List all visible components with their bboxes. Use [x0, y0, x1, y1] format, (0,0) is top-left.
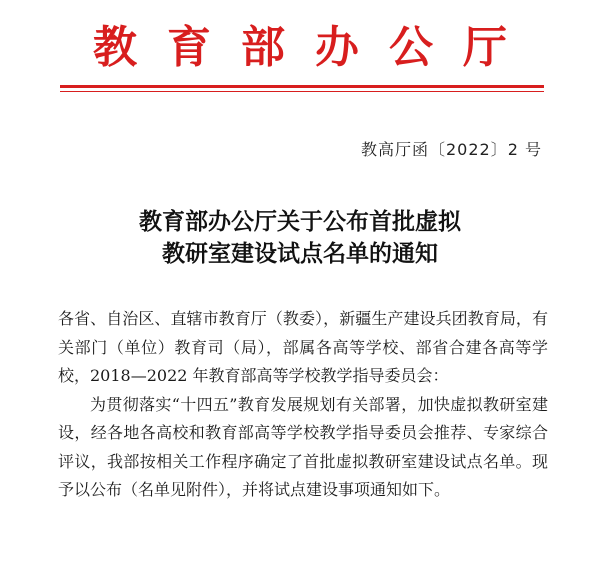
document-title-line-2: 教研室建设试点名单的通知 — [162, 240, 438, 267]
masthead-rule-thin — [60, 91, 544, 92]
document-body — [58, 305, 548, 505]
document-title-line-1: 教育部办公厅关于公布首批虚拟 — [139, 208, 461, 235]
document-number: 教高厅函〔2022〕2 号 — [361, 140, 542, 159]
agency-masthead: 教育部办公厅 — [93, 22, 537, 73]
body-paragraph-1: 为贯彻落实“十四五”教育发展规划有关部署，加快虚拟教研室建设，经各地各高校和教育部高等学校教学指导委员会推荐、专家综合评议，我部按相关工作程序确定了首批虚拟教研室建设试点名单。现予以公布（名单见附件），并将试点建设事项通知如下。 — [58, 394, 548, 499]
masthead-rule-thick — [60, 85, 544, 88]
salutation: 各省、自治区、直辖市教育厅（教委），新疆生产建设兵团教育局，有关部门（单位）教育司（局），部属各高等学校、部省合建各高等学校，2018—2022 年教育部高等学校教学指导委员会： — [58, 309, 548, 385]
document-title — [0, 206, 600, 270]
